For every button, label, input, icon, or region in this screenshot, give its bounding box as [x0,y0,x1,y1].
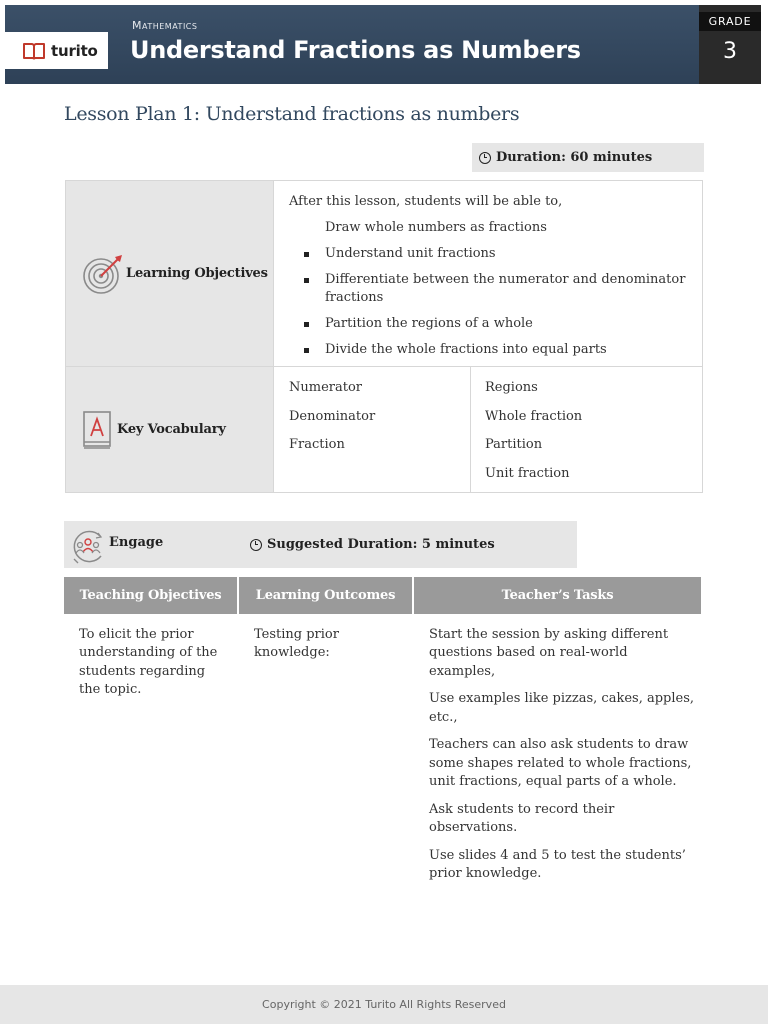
grade-number: 3 [723,39,737,64]
subject-label: Mathematics [132,19,198,32]
objective-item: Draw whole numbers as fractions [325,220,547,235]
task-item: Ask students to record their observations. [429,801,615,836]
task-item: Use examples like pizzas, cakes, apples, etc., [429,691,695,725]
vocabulary-item: Denominator [289,408,376,424]
grade-badge [699,5,761,84]
vocabulary-item: Unit fraction [485,465,570,481]
duration-text: Duration: 60 minutes [496,150,653,165]
objectives-list [289,219,702,359]
objectives-table [65,180,703,493]
objective-item: Differentiate between the numerator and denominator fractions [289,271,702,307]
open-book-icon [23,42,45,60]
book-icon [82,410,112,450]
vocabulary-column-1 [274,367,471,492]
column-header-teachers-tasks: Teacher’s Tasks [414,577,701,614]
logo-text: turito [51,41,98,60]
task-item: Teachers can also ask students to draw some shapes related to whole fractions, unit fractions, equal parts of a whole. [429,737,692,790]
grade-label: GRADE [699,12,761,31]
vocabulary-item: Partition [485,437,543,452]
learning-outcome-cell: Testing prior knowledge: [254,627,339,661]
duration-badge [472,143,704,172]
objectives-intro: After this lesson, students will be able to, [289,194,563,209]
suggested-duration-text: Suggested Duration: 5 minutes [267,537,495,552]
objective-item: Divide the whole fractions into equal parts [289,341,702,359]
objective-item: Partition the regions of a whole [289,315,702,333]
vocabulary-item: Numerator [289,380,362,395]
page-footer [0,985,768,1024]
document-title: Understand Fractions as Numbers [130,36,581,64]
copyright-text: Copyright © 2021 Turito All Rights Reserved [262,998,506,1011]
key-vocabulary-label-cell [66,367,274,492]
lesson-title: Lesson Plan 1: Understand fractions as numbers [64,103,520,125]
task-item: Start the session by asking different questions based on real-world examples, [429,627,669,679]
key-vocabulary-label: Key Vocabulary [117,422,226,437]
column-header-teaching-objectives: Teaching Objectives [64,577,237,614]
learning-objectives-label-cell [66,181,274,367]
learning-objectives-content [274,181,702,367]
teaching-objective-cell: To elicit the prior understanding of the students regarding the topic. [79,627,218,697]
engage-label: Engage [109,535,164,550]
vocabulary-item: Regions [485,380,538,395]
clock-icon [250,539,262,551]
objective-item: Understand unit fractions [289,245,702,263]
column-header-learning-outcomes: Learning Outcomes [239,577,412,614]
group-icon [70,527,106,565]
task-item: Use slides 4 and 5 to test the students’ prior knowledge. [429,847,686,882]
learning-objectives-label: Learning Objectives [126,266,268,281]
teacher-tasks-cell [429,626,697,893]
target-icon [82,253,124,295]
clock-icon [479,152,491,164]
engage-section-bar [64,521,577,568]
vocabulary-item: Fraction [289,437,345,452]
suggested-duration [250,537,495,552]
vocabulary-column-2 [471,367,702,492]
vocabulary-item: Whole fraction [485,408,583,424]
page-header [5,5,761,84]
turito-logo[interactable] [5,32,108,69]
